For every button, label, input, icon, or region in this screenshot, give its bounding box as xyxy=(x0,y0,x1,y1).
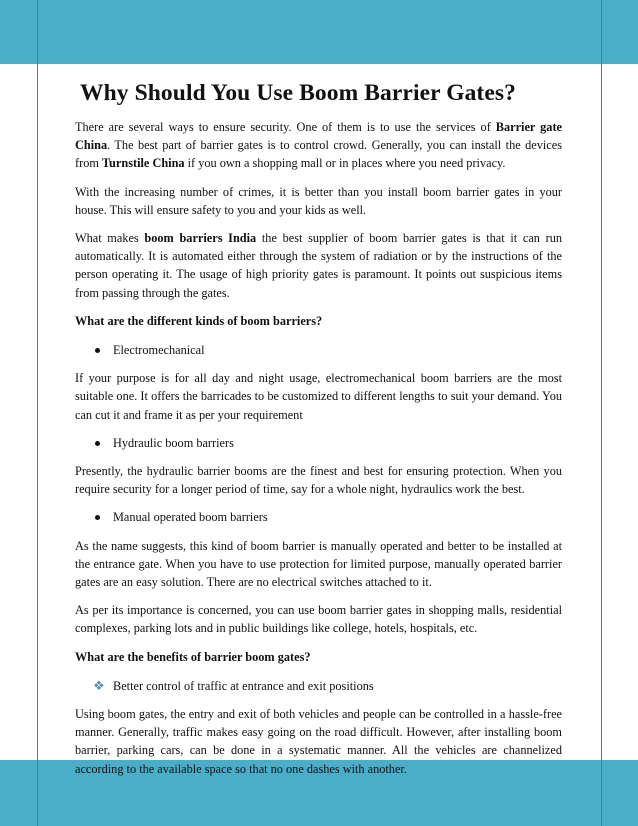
paragraph-text: There are several ways to ensure security. One of them is to use the services of xyxy=(75,120,496,134)
header-divider xyxy=(0,64,638,66)
list-item-text: Hydraulic boom barriers xyxy=(113,435,234,450)
list-item xyxy=(75,341,562,359)
page-title: Why Should You Use Boom Barrier Gates? xyxy=(80,80,516,106)
paragraph-hydraulic: Presently, the hydraulic barrier booms are the finest and best for ensuring protection. When you require security for a longer period of time, say for a whole night, hydraulics work the best. xyxy=(75,464,562,497)
paragraph-importance: As per its importance is concerned, you can use boom barrier gates in shopping malls, residential complexes, parking lots and in public buildings like college, hotels, hospitals, etc. xyxy=(75,603,562,636)
list-item xyxy=(75,677,562,695)
list-item xyxy=(75,508,562,526)
section-heading-benefits: What are the benefits of barrier boom gates? xyxy=(75,649,311,664)
bullet-dot-icon xyxy=(95,348,100,353)
paragraph-crimes: With the increasing number of crimes, it is better than you install boom barrier gates in your house. This will ensure safety to you and your kids as well. xyxy=(75,184,562,217)
bold-term-turnstile-china: Turnstile China xyxy=(101,156,185,171)
list-item-text: Electromechanical xyxy=(113,343,205,358)
bullet-star-icon: ❖ xyxy=(93,677,105,693)
paragraph-electromechanical: If your purpose is for all day and night usage, electromechanical boom barriers are the most suitable one. It offers the barricades to be customized to different lengths to suit your demand. You can cut it and frame it as per your requirement xyxy=(75,371,562,422)
paragraph-text: the best supplier of boom barrier gates is that it can run automatically. It is automated either through the system of radiation or by the instructions of the person operating it. The usage of high priority gates is paramount. It points out suspicious items from passing through the gates. xyxy=(75,231,562,300)
paragraph-text: if you own a shopping mall or in places where you need privacy. xyxy=(184,156,506,171)
paragraph-supplier xyxy=(75,229,562,302)
document-body xyxy=(75,78,562,788)
bold-term-barrier-gate-china: Barrier gate China xyxy=(75,120,562,153)
header-band xyxy=(0,0,638,64)
list-item-text: Better control of traffic at entrance and exit positions xyxy=(113,678,374,693)
paragraph-intro xyxy=(75,118,562,173)
right-border-line xyxy=(601,0,602,826)
left-border-line xyxy=(37,0,38,826)
bullet-dot-icon xyxy=(95,515,100,520)
section-heading-kinds: What are the different kinds of boom barriers? xyxy=(75,313,323,328)
bullet-dot-icon xyxy=(95,441,100,446)
paragraph-text: What makes xyxy=(75,231,145,246)
paragraph-manual: As the name suggests, this kind of boom barrier is manually operated and better to be installed at the entrance gate. When you have to use protection for limited purpose, manually operated barrier gates are an easy solution. There are no electrical switches attached to it. xyxy=(75,538,562,590)
list-item-text: Manual operated boom barriers xyxy=(113,510,268,525)
paragraph-text: . The best part of barrier gates is to control crowd. Generally, you can install the devices from xyxy=(75,138,562,171)
paragraph-traffic: Using boom gates, the entry and exit of both vehicles and people can be controlled in a hassle-free manner. Generally, traffic makes easy going on the road difficult. However, after installing boom barrier, parking cars, can be done in a systematic manner. All the vehicles are channelized according to the available space so that no one dashes with another. xyxy=(75,707,562,776)
bold-term-boom-barriers-india: boom barriers India xyxy=(144,231,257,246)
list-item xyxy=(75,434,562,452)
